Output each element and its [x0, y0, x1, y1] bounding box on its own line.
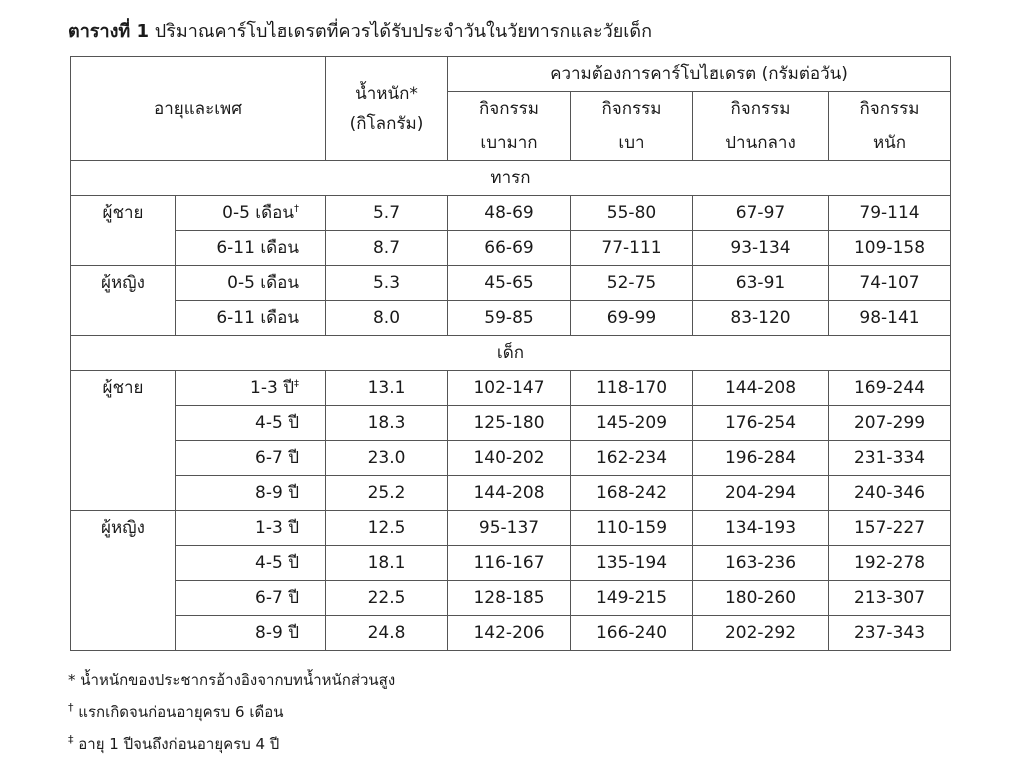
footnote-mark: ‡: [294, 378, 299, 390]
footnote-weight: [68, 666, 395, 694]
table-row: [71, 301, 951, 336]
requirement-cell: 110-159: [571, 511, 693, 546]
requirement-cell: 93-134: [693, 231, 829, 266]
table-row: [71, 616, 951, 651]
requirement-cell: 67-97: [693, 196, 829, 231]
footnote-symbol: ‡: [68, 733, 74, 746]
requirement-cell: 118-170: [571, 371, 693, 406]
age-text: 4-5 ปี: [255, 413, 299, 433]
footnotes: [68, 666, 395, 758]
age-cell: [176, 476, 326, 511]
table-row: [71, 231, 951, 266]
weight-cell: 23.0: [326, 441, 448, 476]
footnote-infant: [68, 694, 395, 726]
requirement-cell: 74-107: [829, 266, 951, 301]
age-cell: [176, 581, 326, 616]
age-text: 1-3 ปี: [255, 518, 299, 538]
weight-cell: 5.3: [326, 266, 448, 301]
age-cell: [176, 441, 326, 476]
requirement-cell: 52-75: [571, 266, 693, 301]
age-cell: [176, 266, 326, 301]
table-caption: [68, 18, 652, 46]
requirement-cell: 142-206: [448, 616, 571, 651]
weight-cell: 18.1: [326, 546, 448, 581]
table-row: [71, 441, 951, 476]
requirement-cell: 169-244: [829, 371, 951, 406]
requirement-cell: 95-137: [448, 511, 571, 546]
weight-cell: 8.0: [326, 301, 448, 336]
header-activity-2-line2: เบา: [571, 126, 693, 161]
requirement-cell: 48-69: [448, 196, 571, 231]
requirement-cell: 237-343: [829, 616, 951, 651]
caption-label: ตารางที่ 1: [68, 21, 150, 42]
footnote-text: น้ำหนักของประชากรอ้างอิงจากบทน้ำหนักส่วนสูง: [80, 671, 396, 689]
requirement-cell: 59-85: [448, 301, 571, 336]
footnote-text: แรกเกิดจนก่อนอายุครบ 6 เดือน: [78, 703, 284, 721]
age-text: 0-5 เดือน: [222, 203, 294, 223]
requirement-cell: 231-334: [829, 441, 951, 476]
age-text: 6-11 เดือน: [216, 238, 299, 258]
section-row: [71, 336, 951, 371]
header-activity-4-line1: กิจกรรม: [829, 92, 951, 127]
sex-cell: ผู้ชาย: [71, 196, 176, 266]
age-text: 6-7 ปี: [255, 588, 299, 608]
section-row: [71, 161, 951, 196]
weight-cell: 13.1: [326, 371, 448, 406]
requirement-cell: 102-147: [448, 371, 571, 406]
requirement-cell: 149-215: [571, 581, 693, 616]
requirement-cell: 176-254: [693, 406, 829, 441]
requirement-cell: 45-65: [448, 266, 571, 301]
requirement-cell: 128-185: [448, 581, 571, 616]
requirement-cell: 207-299: [829, 406, 951, 441]
footnote-mark: †: [294, 203, 299, 215]
table-body: [71, 161, 951, 651]
header-weight: [326, 57, 448, 161]
requirement-cell: 213-307: [829, 581, 951, 616]
header-requirement: ความต้องการคาร์โบไฮเดรต (กรัมต่อวัน): [448, 57, 951, 92]
requirement-cell: 134-193: [693, 511, 829, 546]
requirement-cell: 125-180: [448, 406, 571, 441]
sex-cell: ผู้หญิง: [71, 266, 176, 336]
requirement-cell: 69-99: [571, 301, 693, 336]
requirement-cell: 144-208: [693, 371, 829, 406]
section-title: เด็ก: [71, 336, 951, 371]
header-activity-1-line1: กิจกรรม: [448, 92, 571, 127]
table-row: [71, 196, 951, 231]
header-activity-4-line2: หนัก: [829, 126, 951, 161]
age-text: 6-7 ปี: [255, 448, 299, 468]
footnote-symbol: †: [68, 701, 74, 714]
requirement-cell: 140-202: [448, 441, 571, 476]
header-activity-3-line2: ปานกลาง: [693, 126, 829, 161]
footnote-text: อายุ 1 ปีจนถึงก่อนอายุครบ 4 ปี: [78, 735, 280, 753]
age-cell: [176, 511, 326, 546]
footnote-symbol: *: [68, 671, 76, 689]
sex-cell: ผู้ชาย: [71, 371, 176, 511]
age-cell: [176, 546, 326, 581]
requirement-cell: 202-292: [693, 616, 829, 651]
requirement-cell: 63-91: [693, 266, 829, 301]
table-row: [71, 406, 951, 441]
requirement-cell: 163-236: [693, 546, 829, 581]
age-text: 0-5 เดือน: [227, 273, 299, 293]
requirement-cell: 145-209: [571, 406, 693, 441]
requirement-cell: 168-242: [571, 476, 693, 511]
age-text: 6-11 เดือน: [216, 308, 299, 328]
carbohydrate-table: [70, 56, 951, 651]
requirement-cell: 240-346: [829, 476, 951, 511]
age-text: 1-3 ปี: [250, 378, 294, 398]
header-age-sex: อายุและเพศ: [71, 57, 326, 161]
requirement-cell: 166-240: [571, 616, 693, 651]
header-activity-3-line1: กิจกรรม: [693, 92, 829, 127]
footnote-child: [68, 726, 395, 758]
age-cell: [176, 301, 326, 336]
age-cell: [176, 231, 326, 266]
table-row: [71, 371, 951, 406]
header-activity-2-line1: กิจกรรม: [571, 92, 693, 127]
requirement-cell: 196-284: [693, 441, 829, 476]
age-cell: [176, 616, 326, 651]
requirement-cell: 109-158: [829, 231, 951, 266]
age-text: 8-9 ปี: [255, 483, 299, 503]
requirement-cell: 192-278: [829, 546, 951, 581]
age-cell: [176, 196, 326, 231]
table-row: [71, 581, 951, 616]
requirement-cell: 77-111: [571, 231, 693, 266]
weight-cell: 12.5: [326, 511, 448, 546]
weight-cell: 22.5: [326, 581, 448, 616]
weight-cell: 18.3: [326, 406, 448, 441]
section-title: ทารก: [71, 161, 951, 196]
weight-cell: 24.8: [326, 616, 448, 651]
age-cell: [176, 371, 326, 406]
requirement-cell: 144-208: [448, 476, 571, 511]
requirement-cell: 116-167: [448, 546, 571, 581]
requirement-cell: 98-141: [829, 301, 951, 336]
table-row: [71, 266, 951, 301]
weight-cell: 8.7: [326, 231, 448, 266]
age-text: 8-9 ปี: [255, 623, 299, 643]
age-cell: [176, 406, 326, 441]
table-row: [71, 476, 951, 511]
header-weight-unit: (กิโลกรัม): [349, 113, 424, 134]
weight-cell: 5.7: [326, 196, 448, 231]
caption-text: ปริมาณคาร์โบไฮเดรตที่ควรได้รับประจำวันในวัยทารกและวัยเด็ก: [154, 21, 653, 42]
table-row: [71, 546, 951, 581]
requirement-cell: 79-114: [829, 196, 951, 231]
requirement-cell: 66-69: [448, 231, 571, 266]
sex-cell: ผู้หญิง: [71, 511, 176, 651]
requirement-cell: 135-194: [571, 546, 693, 581]
requirement-cell: 180-260: [693, 581, 829, 616]
table-row: [71, 511, 951, 546]
header-activity-1-line2: เบามาก: [448, 126, 571, 161]
requirement-cell: 83-120: [693, 301, 829, 336]
requirement-cell: 157-227: [829, 511, 951, 546]
header-weight-label: น้ำหนัก*: [355, 83, 418, 104]
age-text: 4-5 ปี: [255, 553, 299, 573]
weight-cell: 25.2: [326, 476, 448, 511]
requirement-cell: 204-294: [693, 476, 829, 511]
requirement-cell: 55-80: [571, 196, 693, 231]
requirement-cell: 162-234: [571, 441, 693, 476]
